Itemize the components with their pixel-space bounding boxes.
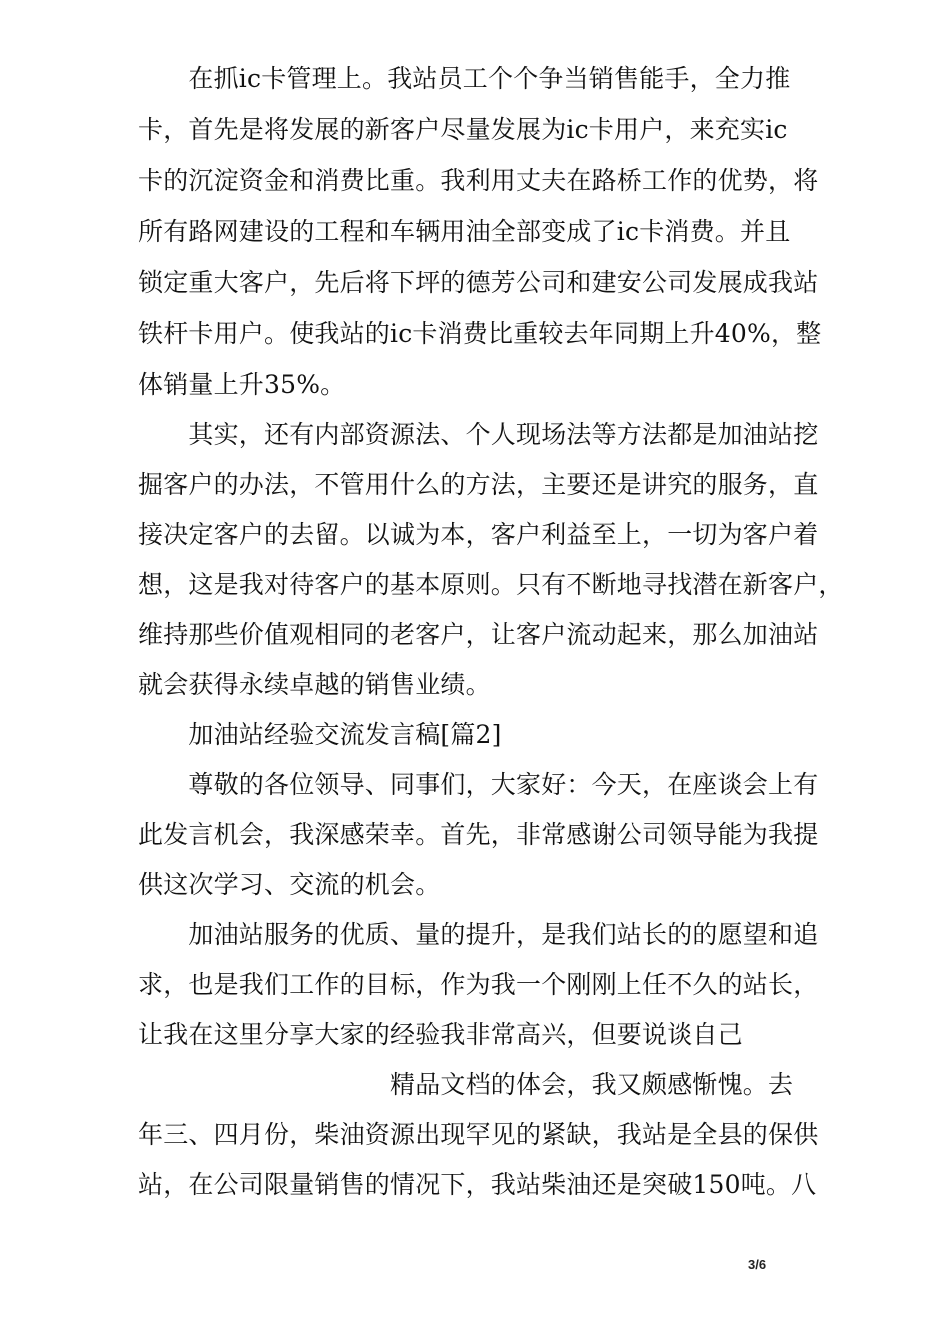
text-line: 尊敬的各位领导、同事们，大家好：今天，在座谈会上有 [138,770,819,799]
text-line: 卡，首先是将发展的新客户尽量发展为ic卡用户，来充实ic [138,115,788,144]
text-line: 求，也是我们工作的目标，作为我一个刚刚上任不久的站长， [138,970,819,999]
text-line: 加油站服务的优质、量的提升，是我们站长的的愿望和追 [138,920,819,949]
text-line: 卡的沉淀资金和消费比重。我利用丈夫在路桥工作的优势，将 [138,166,819,195]
text-line: 想，这是我对待客户的基本原则。只有不断地寻找潜在新客户， [138,570,844,599]
text-line: 此发言机会，我深感荣幸。首先，非常感谢公司领导能为我提 [138,820,819,849]
text-line: 就会获得永续卓越的销售业绩。 [138,670,491,699]
text-line: 其实，还有内部资源法、个人现场法等方法都是加油站挖 [138,420,819,449]
text-line: 在抓ic卡管理上。我站员工个个争当销售能手，全力推 [138,64,791,93]
text-line: 维持那些价值观相同的老客户，让客户流动起来，那么加油站 [138,620,819,649]
text-line: 所有路网建设的工程和车辆用油全部变成了ic卡消费。并且 [138,217,791,246]
text-line: 接决定客户的去留。以诚为本，客户利益至上，一切为客户着 [138,520,819,549]
page-number: 3/6 [748,1257,767,1272]
section-heading: 加油站经验交流发言稿[篇2] [138,720,502,749]
text-line: 铁杆卡用户。使我站的ic卡消费比重较去年同期上升40%，整 [138,319,822,348]
text-line: 年三、四月份，柴油资源出现罕见的紧缺，我站是全县的保供 [138,1120,819,1149]
text-line: 掘客户的办法，不管用什么的方法，主要还是讲究的服务，直 [138,470,819,499]
text-line: 站，在公司限量销售的情况下，我站柴油还是突破150吨。八 [138,1170,817,1199]
text-line: 精品文档的体会，我又颇感惭愧。去 [138,1070,794,1099]
text-line: 锁定重大客户，先后将下坪的德芳公司和建安公司发展成我站 [138,268,819,297]
text-line: 体销量上升35%。 [138,370,346,399]
text-line: 让我在这里分享大家的经验我非常高兴，但要说谈自己 [138,1020,743,1049]
text-line: 供这次学习、交流的机会。 [138,870,441,899]
